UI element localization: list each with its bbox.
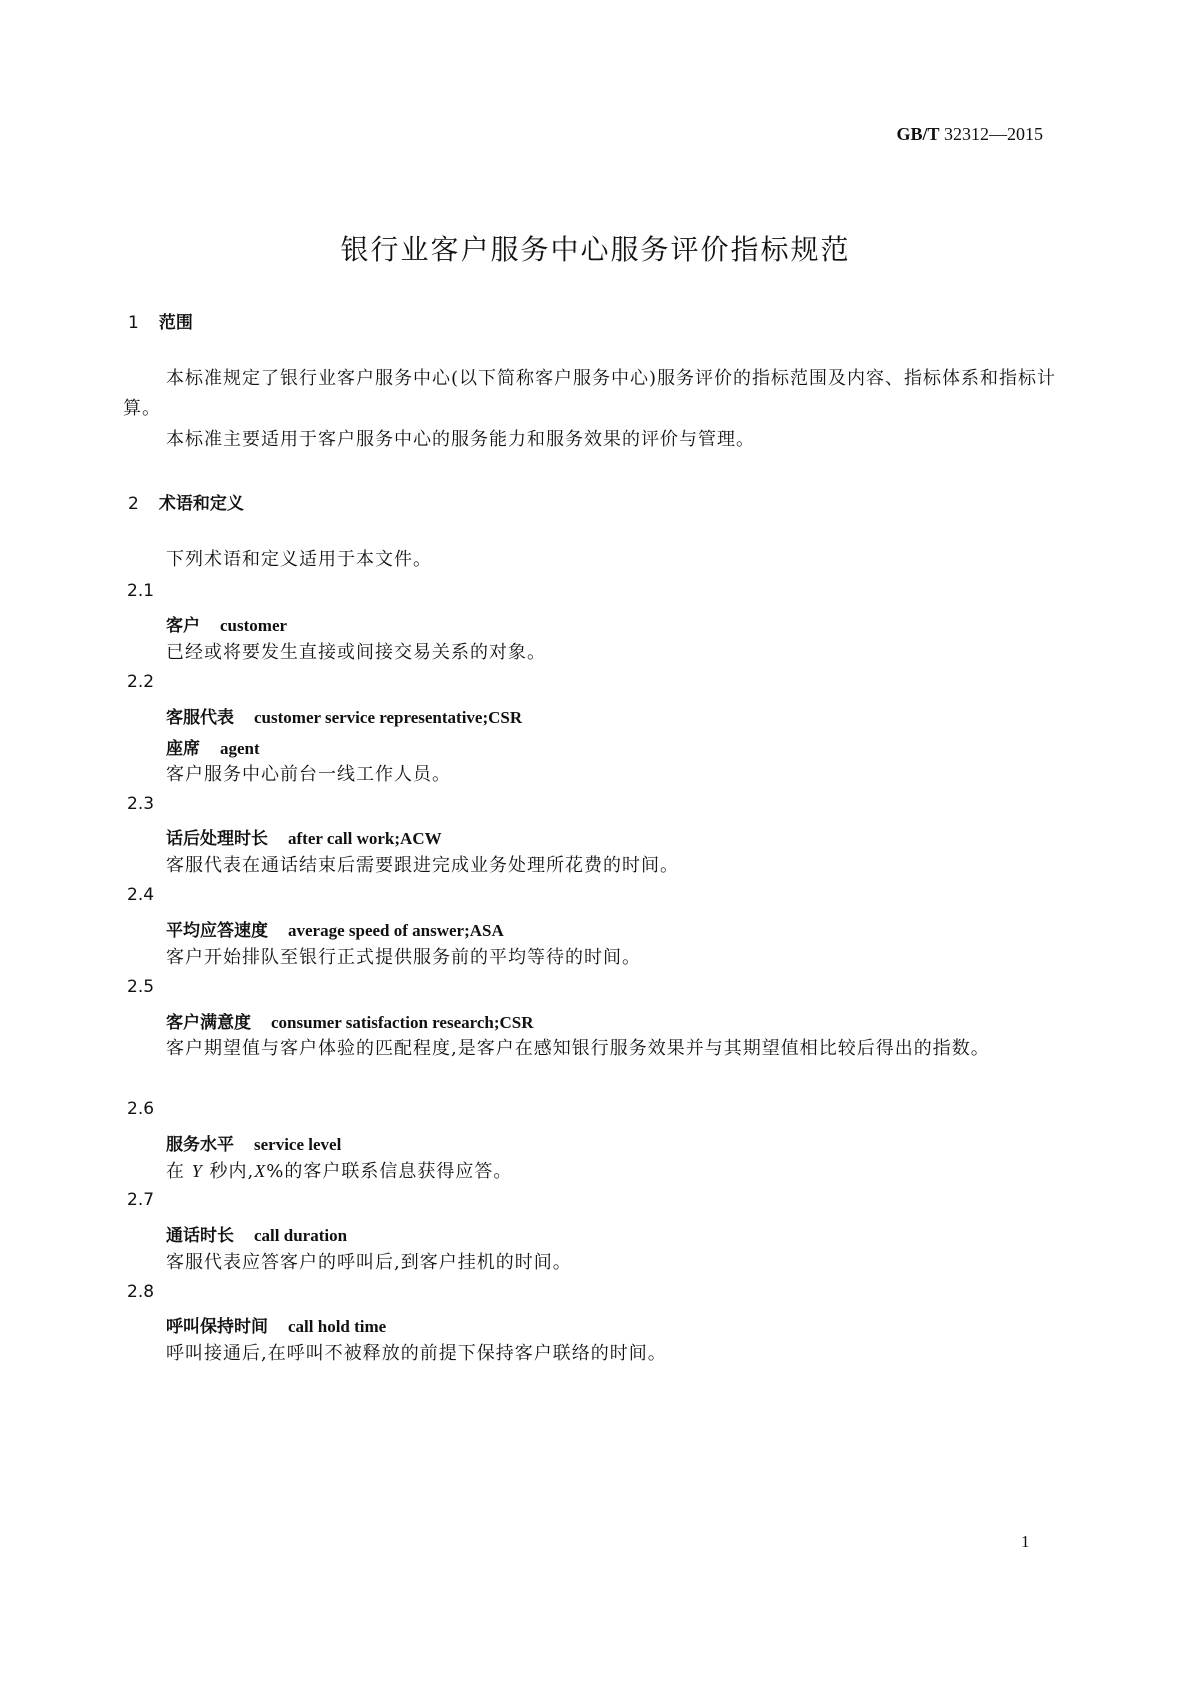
term-english: after call work;ACW [288, 829, 442, 848]
term-chinese: 客户 [166, 616, 200, 636]
page-number: 1 [1021, 1532, 1030, 1551]
section-title: 范围 [158, 313, 193, 333]
term-entry [166, 1221, 347, 1246]
variable-x: X [254, 1161, 267, 1181]
term-definition: 已经或将要发生直接或间接交易关系的对象。 [166, 642, 546, 663]
term-chinese: 话后处理时长 [166, 829, 268, 849]
term-chinese: 客服代表 [166, 708, 234, 728]
term-english: consumer satisfaction research;CSR [271, 1013, 534, 1032]
clause-number: 2.5 [127, 977, 155, 997]
term-english: customer service representative;CSR [254, 708, 523, 727]
clause-number: 2.1 [127, 581, 155, 601]
term-definition [166, 1156, 512, 1187]
term-entry [166, 824, 442, 849]
term-entry [166, 1312, 386, 1337]
term-english: average speed of answer;ASA [288, 921, 504, 940]
paragraph: 本标准规定了银行业客户服务中心(以下简称客户服务中心)服务评价的指标范围及内容、指标体系和指标计算。 [123, 368, 1057, 419]
term-chinese: 座席 [166, 739, 200, 759]
definition-text: 在 [166, 1161, 185, 1182]
term-chinese: 服务水平 [166, 1135, 234, 1155]
standard-prefix: GB/T [896, 124, 940, 144]
term-english: customer [220, 616, 288, 635]
clause-number: 2.6 [127, 1099, 155, 1119]
clause-number: 2.3 [127, 794, 155, 814]
section-number: 1 [128, 313, 139, 333]
term-english: call duration [254, 1226, 348, 1245]
term-entry [166, 1130, 341, 1155]
term-definition: 客户服务中心前台一线工作人员。 [166, 764, 451, 785]
document-title: 银行业客户服务中心服务评价指标规范 [340, 233, 851, 266]
clause-number: 2.7 [127, 1190, 155, 1210]
term-chinese: 呼叫保持时间 [166, 1317, 268, 1337]
standard-code [896, 124, 1043, 145]
term-entry [166, 611, 287, 636]
term-entry [166, 916, 504, 941]
paragraph: 下列术语和定义适用于本文件。 [166, 549, 432, 570]
clause-number: 2.8 [127, 1282, 155, 1302]
term-entry [166, 1008, 534, 1033]
term-chinese: 客户满意度 [166, 1013, 251, 1033]
term-definition: 客户开始排队至银行正式提供服务前的平均等待的时间。 [166, 947, 641, 968]
section-1-heading [128, 308, 193, 333]
term-definition: 客户期望值与客户体验的匹配程度,是客户在感知银行服务效果并与其期望值相比较后得出的指数。 [166, 1038, 990, 1059]
term-english: service level [254, 1135, 342, 1154]
term-definition: 呼叫接通后,在呼叫不被释放的前提下保持客户联络的时间。 [166, 1343, 667, 1364]
clause-number: 2.4 [127, 885, 155, 905]
variable-y: Y [191, 1161, 203, 1181]
term-entry-synonym [166, 734, 260, 759]
section-title: 术语和定义 [158, 494, 244, 514]
term-english: agent [220, 739, 260, 758]
term-chinese: 平均应答速度 [166, 921, 268, 941]
term-definition: 客服代表在通话结束后需要跟进完成业务处理所花费的时间。 [166, 855, 679, 876]
definition-text: %的客户联系信息获得应答。 [266, 1161, 513, 1182]
term-chinese: 通话时长 [166, 1226, 234, 1246]
section-2-heading [128, 489, 244, 514]
definition-text: 秒内, [209, 1161, 255, 1182]
term-entry [166, 703, 522, 728]
term-definition: 客服代表应答客户的呼叫后,到客户挂机的时间。 [166, 1252, 572, 1273]
clause-number: 2.2 [127, 672, 155, 692]
standard-number: 32312—2015 [944, 124, 1043, 144]
section-number: 2 [128, 494, 139, 514]
paragraph: 本标准主要适用于客户服务中心的服务能力和服务效果的评价与管理。 [166, 429, 755, 450]
term-english: call hold time [288, 1317, 387, 1336]
